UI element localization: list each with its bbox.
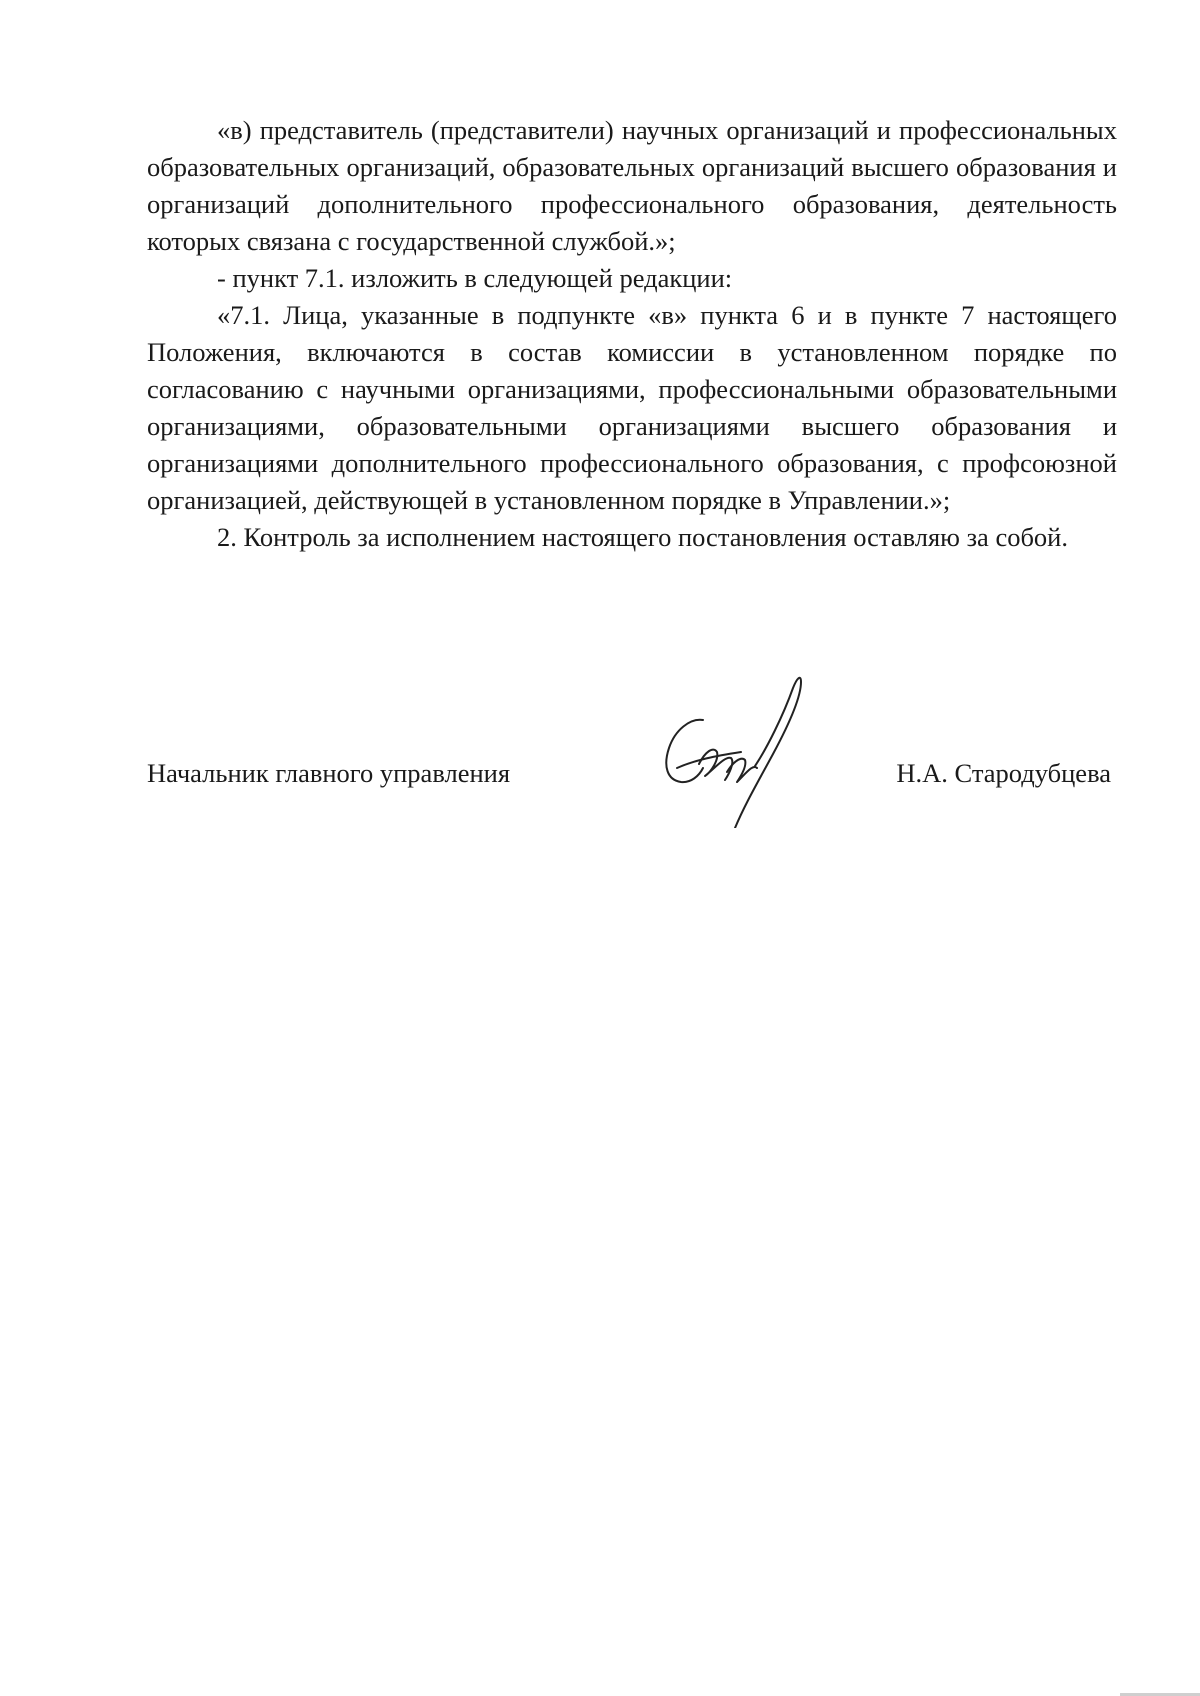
paragraph-clause-7-1: «7.1. Лица, указанные в подпункте «в» пункта 6 и в пункте 7 настоящего Положения, включаются в состав комиссии в установленном порядке по согласованию с научными организациями, профессиональными образовательными организациями, образовательными организациями высшего образования и организациями дополнительного профессионального образования, с профсоюзной организацией, действующей в установленном порядке в Управлении.»; bbox=[147, 300, 1117, 515]
signature-block bbox=[147, 668, 1117, 828]
paragraph-amendment-intro: - пункт 7.1. изложить в следующей редакции: bbox=[217, 263, 733, 293]
handwritten-signature bbox=[655, 668, 825, 828]
signatory-title: Начальник главного управления bbox=[147, 758, 511, 788]
signatory-name: Н.А. Стародубцева bbox=[896, 758, 1111, 788]
paragraph-item-v: «в) представитель (представители) научных организаций и профессиональных образовательных организаций, образовательных организаций высшего образования и организаций дополнительного профессионального образования, деятельность которых связана с государственной службой.»; bbox=[147, 115, 1117, 256]
paragraph-control: 2. Контроль за исполнением настоящего постановления оставляю за собой. bbox=[217, 522, 1068, 552]
document-body bbox=[147, 112, 1117, 556]
